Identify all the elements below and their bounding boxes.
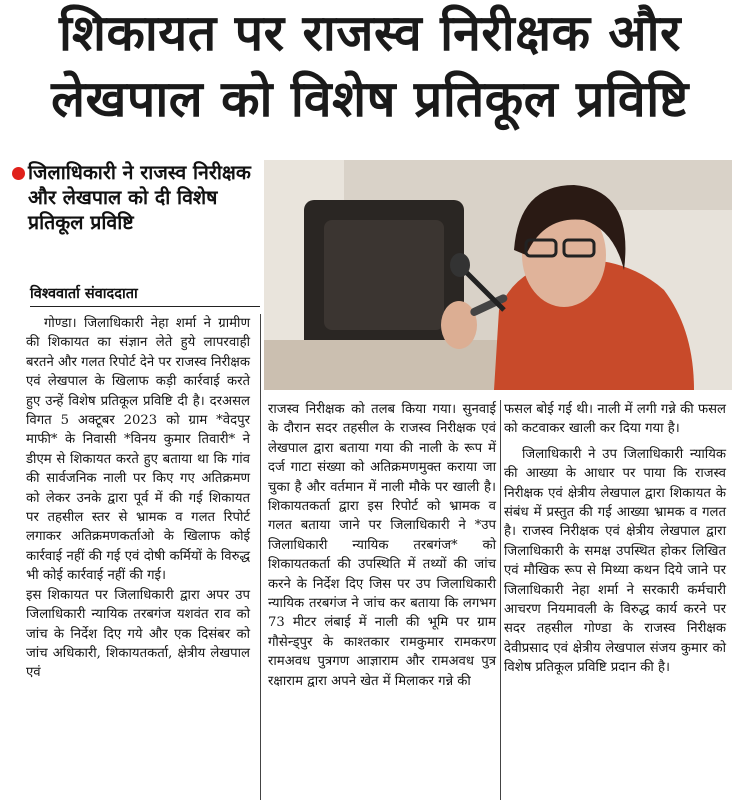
photo-illustration [264,160,732,390]
subheadline: जिलाधिकारी ने राजस्व निरीक्षक और लेखपाल को दी विशेष प्रतिकूल प्रविष्टि [28,161,251,234]
article-column-1 [26,314,250,683]
column-divider [500,400,501,800]
byline: विश्ववार्ता संवाददाता [30,283,260,307]
red-bullet-icon [12,167,25,180]
paragraph: राजस्व निरीक्षक को तलब किया गया। सुनवाई के दौरान सदर तहसील के राजस्व निरीक्षक एवं लेखपाल द्वारा बताया गया की नाली के रूप में दर्ज गाटा संख्या को अतिक्रमणमुक्त कराया जा चुका है और वर्तमान में नाली मौके पर खाली है। शिकायतकर्ता द्वारा इस रिपोर्ट को भ्रामक व गलत बताया जाने पर जिलाधिकारी ने *उप जिलाधिकारी न्यायिक तरबगंज* को शिकायतकर्ता की उपस्थिति में तथ्यों की जांच करने के निर्देश दिए जिस पर उप जिलाधिकारी न्यायिक तरबगंज ने जांच कर बताया कि लगभग 73 मीटर लंबाई में नाली की भूमि पर ग्राम गौसेन्ड्पुर के काश्तकार रामकुमार रामकरण रामअवध पुत्रगण आज्ञाराम और रामअवध पुत्र रक्षाराम द्वारा अपने खेत में मिलाकर गन्ने की [268,402,496,689]
column-divider [260,314,261,800]
headline-line-2: लेखपाल को विशेष प्रतिकूल प्रविष्टि [51,70,689,128]
paragraph: फसल बोई गई थी। नाली में लगी गन्ने की फसल को कटवाकर खाली कर दिया गया है। [504,402,726,437]
article-column-3 [504,400,726,678]
paragraph: गोण्डा। जिलाधिकारी नेहा शर्मा ने ग्रामीण की शिकायत का संज्ञान लेते हुये लापरवाही बरतने और गलत रिपोर्ट देने पर राजस्व निरीक्षक एवं लेखपाल के खिलाफ कड़ी कार्रवाई करते हुए उन्हें विशेष प्रतिकूल प्रविष्टि दी है। दरअसल विगत 5 अक्टूबर 2023 को ग्राम *वेदपुर माफी* के निवासी *विनय कुमार तिवारी* ने डीएम से शिकायत करते हुए बताया था कि गांव की सार्वजनिक नाली पर किए गए अतिक्रमण को लेकर उनके द्वारा पूर्व में की गई शिकायत पर तहसील स्तर से भ्रामक व गलत रिपोर्ट लगाकर अतिक्रमणकर्ताओ के खिलाफ कोई कार्रवाई नहीं की गई एवं दोषी कर्मियों के विरुद्ध भी कोई कार्रवाई नहीं की गई। [26,316,250,584]
article-column-2 [268,400,496,691]
paragraph: इस शिकायत पर जिलाधिकारी द्वारा अपर उप जिलाधिकारी न्यायिक तरबगंज यशवंत राव को जांच के निर्देश दिए गये और एक दिसंबर को जांच अधिकारी, शिकायतकर्ता, क्षेत्रीय लेखपाल एवं [26,587,250,681]
news-photo [264,160,732,390]
headline-line-1: शिकायत पर राजस्व निरीक्षक और [59,4,681,62]
paragraph: जिलाधिकारी ने उप जिलाधिकारी न्यायिक की आख्या के आधार पर पाया कि राजस्व निरीक्षक एवं क्षेत्रीय लेखपाल द्वारा शिकायत के संबंध में प्रस्तुत की गई आख्या भ्रामक व गलत है। राजस्व निरीक्षक एवं क्षेत्रीय लेखपाल द्वारा जिलाधिकारी के समक्ष उपस्थित होकर लिखित एवं मौखिक रूप से मिथ्या कथन दिये जाने पर जिलाधिकारी नेहा शर्मा ने सरकारी कर्मचारी आचरण नियमावली के विरुद्ध कार्य करने पर सदर तहसील गोण्डा के राजस्व निरीक्षक देवीप्रसाद एवं क्षेत्रीय लेखपाल संजय कुमार को विशेष प्रतिकूल प्रविष्टि प्रदान की है। [504,446,726,676]
headline [12,0,728,132]
